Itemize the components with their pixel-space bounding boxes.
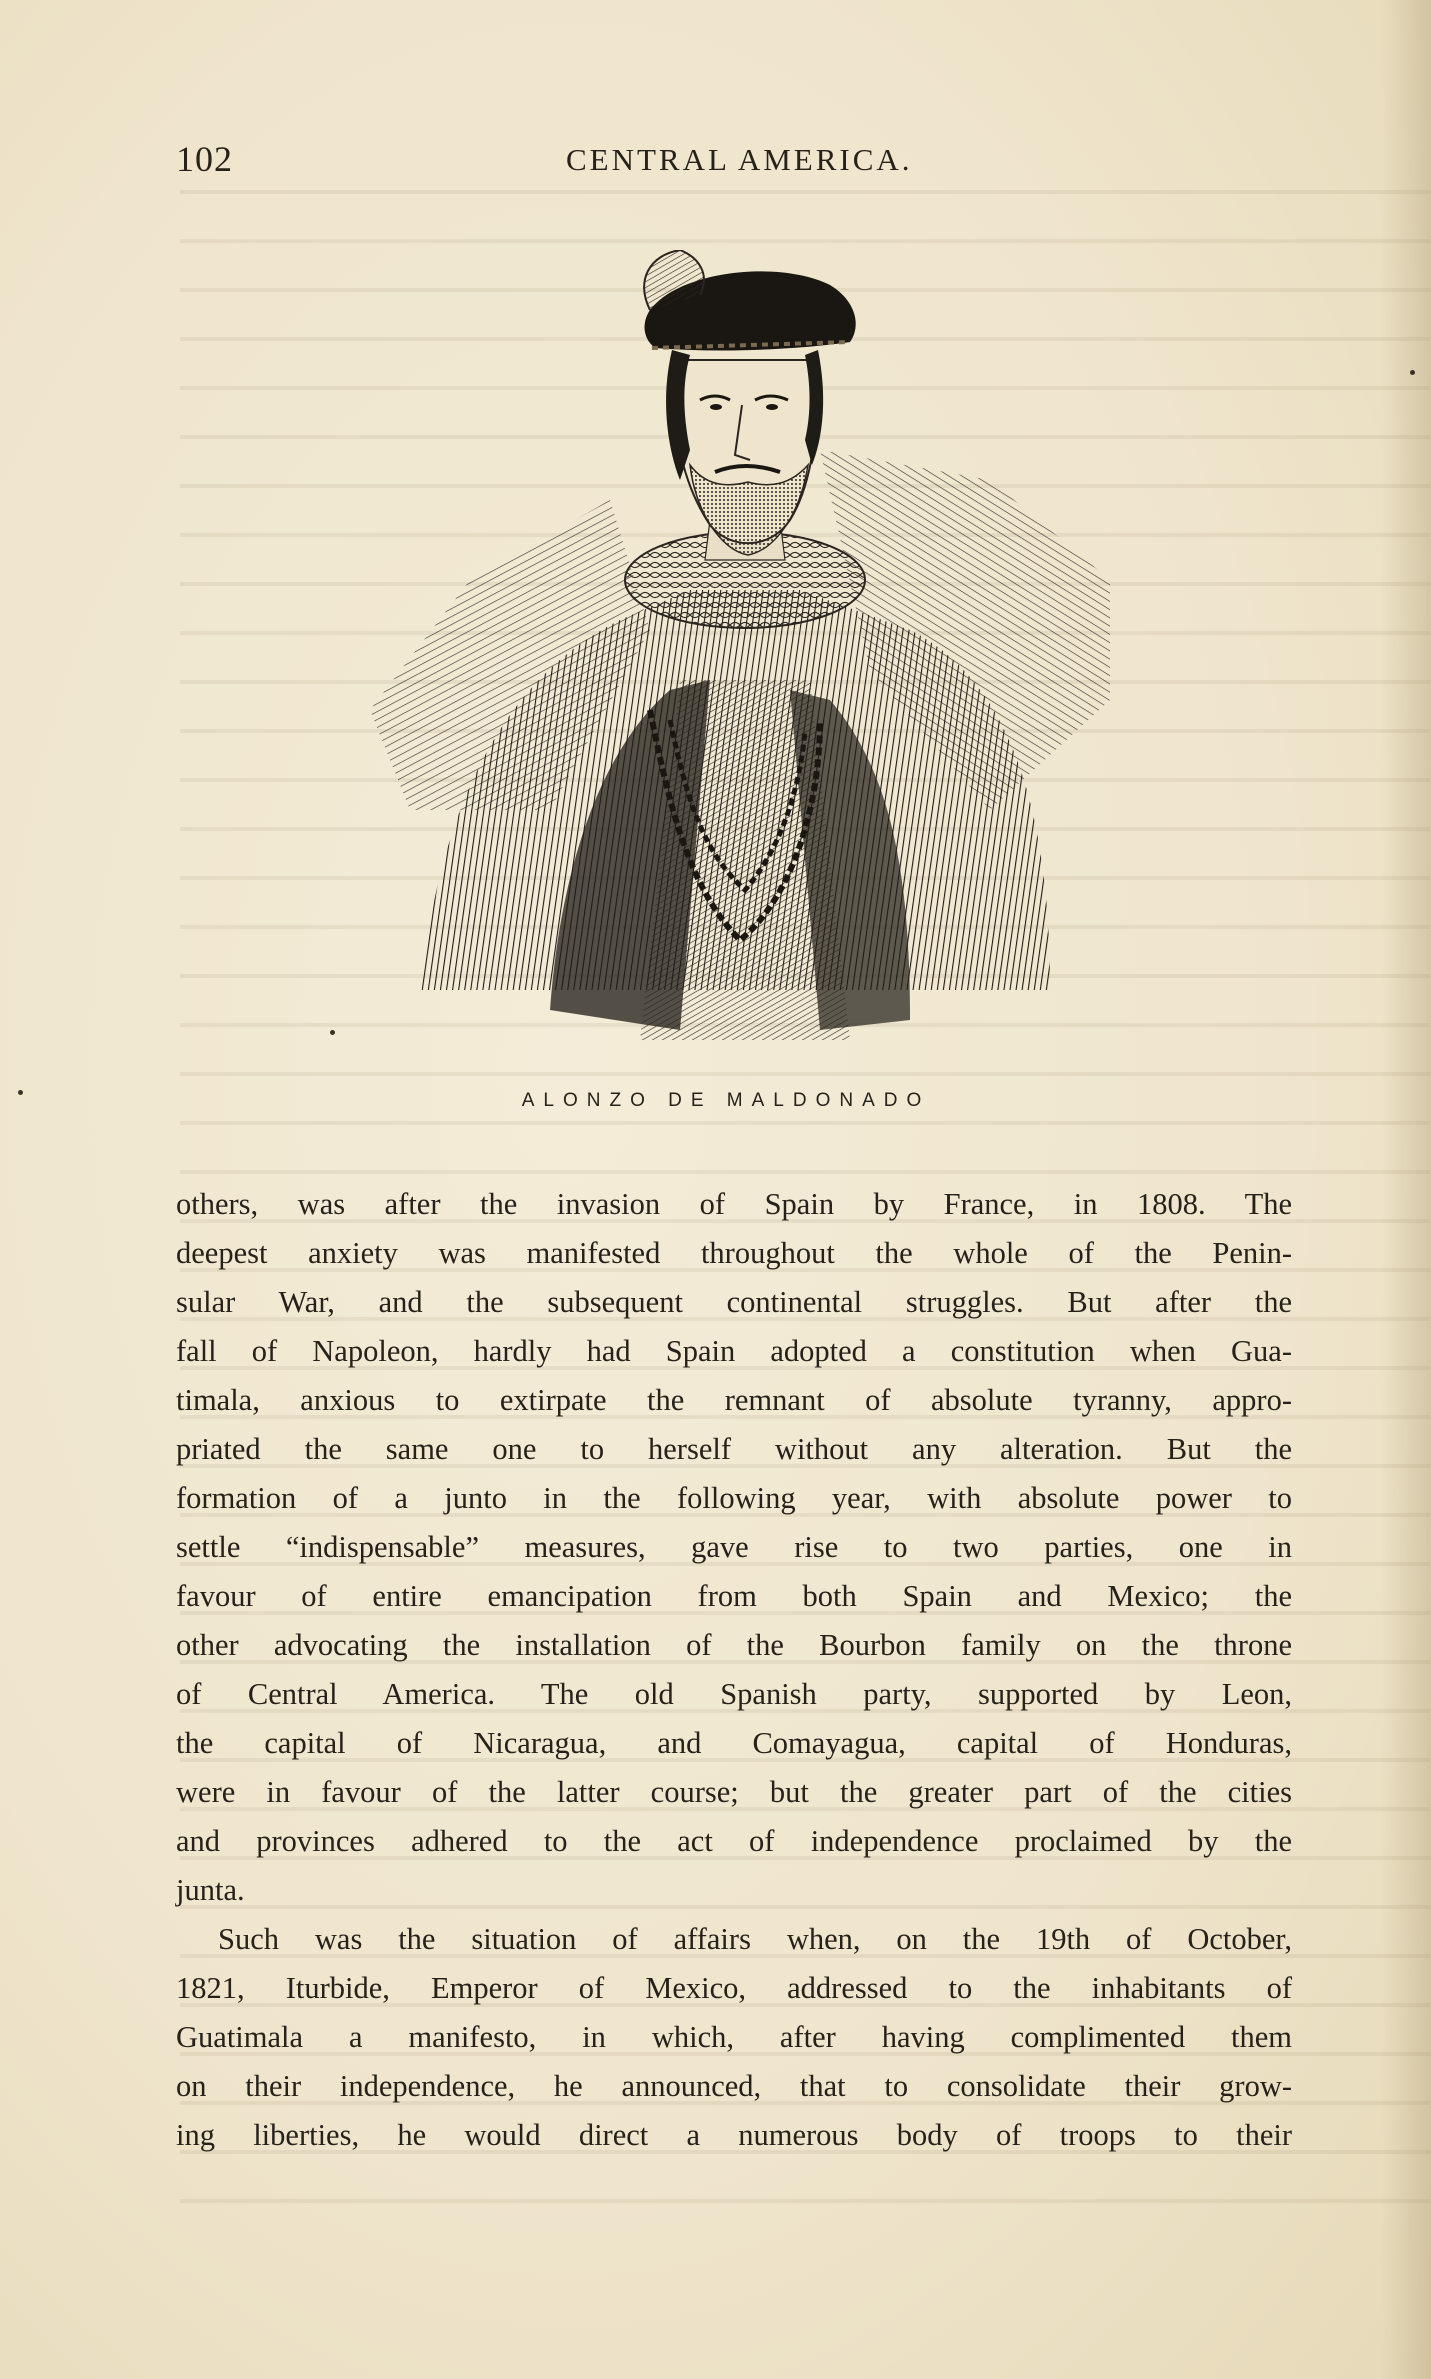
ink-speck <box>330 1030 335 1035</box>
text-line: junta. <box>176 1873 245 1907</box>
text-line: priated the same one to herself without any alteration. But the <box>176 1432 1292 1466</box>
text-line: on their independence, he announced, that to consolidate their grow- <box>176 2069 1292 2103</box>
page-number: 102 <box>176 139 233 179</box>
body-text <box>176 1180 1292 2160</box>
text-line: others, was after the invasion of Spain by France, in 1808. The <box>176 1187 1292 1221</box>
paragraph <box>176 1915 1292 2160</box>
portrait-svg <box>350 250 1140 1070</box>
text-line: ing liberties, he would direct a numerous body of troops to their <box>176 2118 1292 2152</box>
text-line: the capital of Nicaragua, and Comayagua, capital of Honduras, <box>176 1726 1292 1760</box>
ink-speck <box>1410 370 1415 375</box>
text-line: fall of Napoleon, hardly had Spain adopted a constitution when Gua- <box>176 1334 1292 1368</box>
text-line: and provinces adhered to the act of independence proclaimed by the <box>176 1824 1292 1858</box>
text-line: 1821, Iturbide, Emperor of Mexico, addressed to the inhabitants of <box>176 1971 1292 2005</box>
portrait-engraving <box>350 250 1140 1070</box>
text-line: formation of a junto in the following year, with absolute power to <box>176 1481 1292 1515</box>
text-line: sular War, and the subsequent continental struggles. But after the <box>176 1285 1292 1319</box>
running-title: CENTRAL AMERICA. <box>566 142 913 177</box>
text-line: other advocating the installation of the Bourbon family on the throne <box>176 1628 1292 1662</box>
paragraph <box>176 1180 1292 1915</box>
text-line: favour of entire emancipation from both Spain and Mexico; the <box>176 1579 1292 1613</box>
text-line: timala, anxious to extirpate the remnant of absolute tyranny, appro- <box>176 1383 1292 1417</box>
illustration-caption: ALONZO DE MALDONADO <box>521 1090 931 1111</box>
text-line: Such was the situation of affairs when, on the 19th of October, <box>218 1922 1292 1956</box>
page-edge-shadow <box>1381 0 1431 2379</box>
text-line: Guatimala a manifesto, in which, after having complimented them <box>176 2020 1292 2054</box>
text-line: deepest anxiety was manifested throughout the whole of the Penin- <box>176 1236 1292 1270</box>
text-line: were in favour of the latter course; but the greater part of the cities <box>176 1775 1292 1809</box>
ink-speck <box>18 1090 23 1095</box>
text-line: of Central America. The old Spanish party, supported by Leon, <box>176 1677 1292 1711</box>
text-line: settle “indispensable” measures, gave rise to two parties, one in <box>176 1530 1292 1564</box>
page-header <box>176 138 1276 188</box>
